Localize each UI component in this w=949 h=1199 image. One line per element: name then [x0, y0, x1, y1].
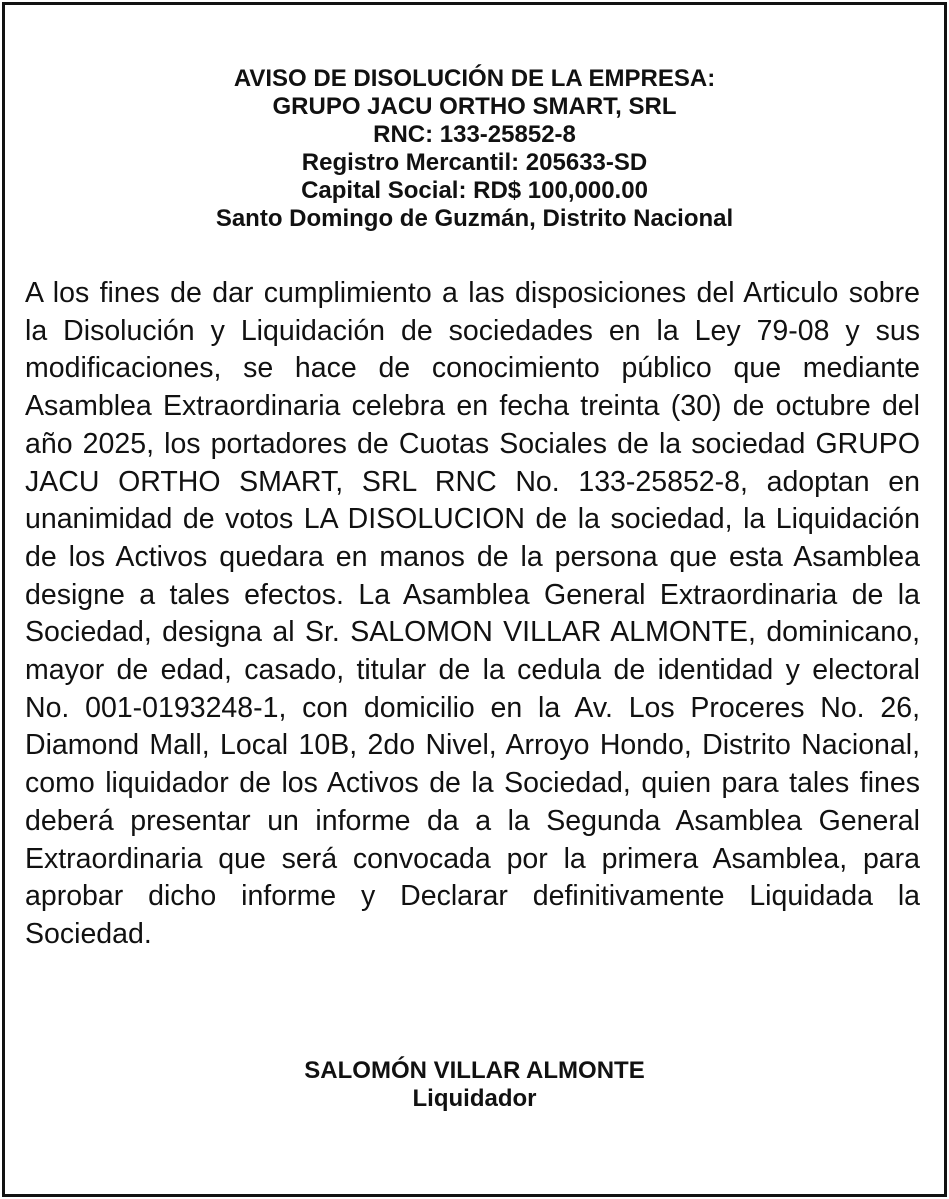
notice-body: A los fines de dar cumplimiento a las disposiciones del Articulo sobre la Disolución y Liquidación de sociedades en la Ley 79-08 y sus modificaciones, se hace de conocimiento público que mediante Asamblea Extraordinaria celebra en fecha treinta (30) de octubre del año 2025, los portadores de Cuotas Sociales de la sociedad GRUPO JACU ORTHO SMART, SRL RNC No. 133-25852-8, adoptan en unanimidad de votos LA DISOLUCION de la sociedad, la Liquidación de los Activos quedara en manos de la persona que esta Asamblea designe a tales efectos. La Asamblea General Extraordinaria de la Sociedad, designa al Sr. SALOMON VILLAR ALMONTE, dominicano, mayor de edad, casado, titular de la cedula de identidad y electoral No. 001-0193248-1, con domicilio en la Av. Los Proceres No. 26, Diamond Mall, Local 10B, 2do Nivel, Arroyo Hondo, Distrito Nacional, como liquidador de los Activos de la Sociedad, quien para tales fines deberá presentar un informe da a la Segunda Asamblea General Extraordinaria que será convocada por la primera Asamblea, para aprobar dicho informe y Declarar definitivamente Liquidada la Sociedad. — [25, 277, 920, 950]
signature-name: SALOMÓN VILLAR ALMONTE — [304, 1057, 645, 1084]
notice-header — [5, 65, 944, 233]
company-rnc: RNC: 133-25852-8 — [373, 121, 576, 148]
social-capital: Capital Social: RD$ 100,000.00 — [301, 177, 648, 204]
location: Santo Domingo de Guzmán, Distrito Nacional — [215, 205, 734, 232]
notice-title: AVISO DE DISOLUCIÓN DE LA EMPRESA: — [233, 65, 716, 92]
company-name: GRUPO JACU ORTHO SMART, SRL — [272, 93, 677, 120]
mercantile-registry: Registro Mercantil: 205633-SD — [301, 149, 648, 176]
notice-frame — [2, 2, 947, 1197]
signature-title: Liquidador — [412, 1085, 537, 1112]
signature-block — [5, 1057, 944, 1113]
